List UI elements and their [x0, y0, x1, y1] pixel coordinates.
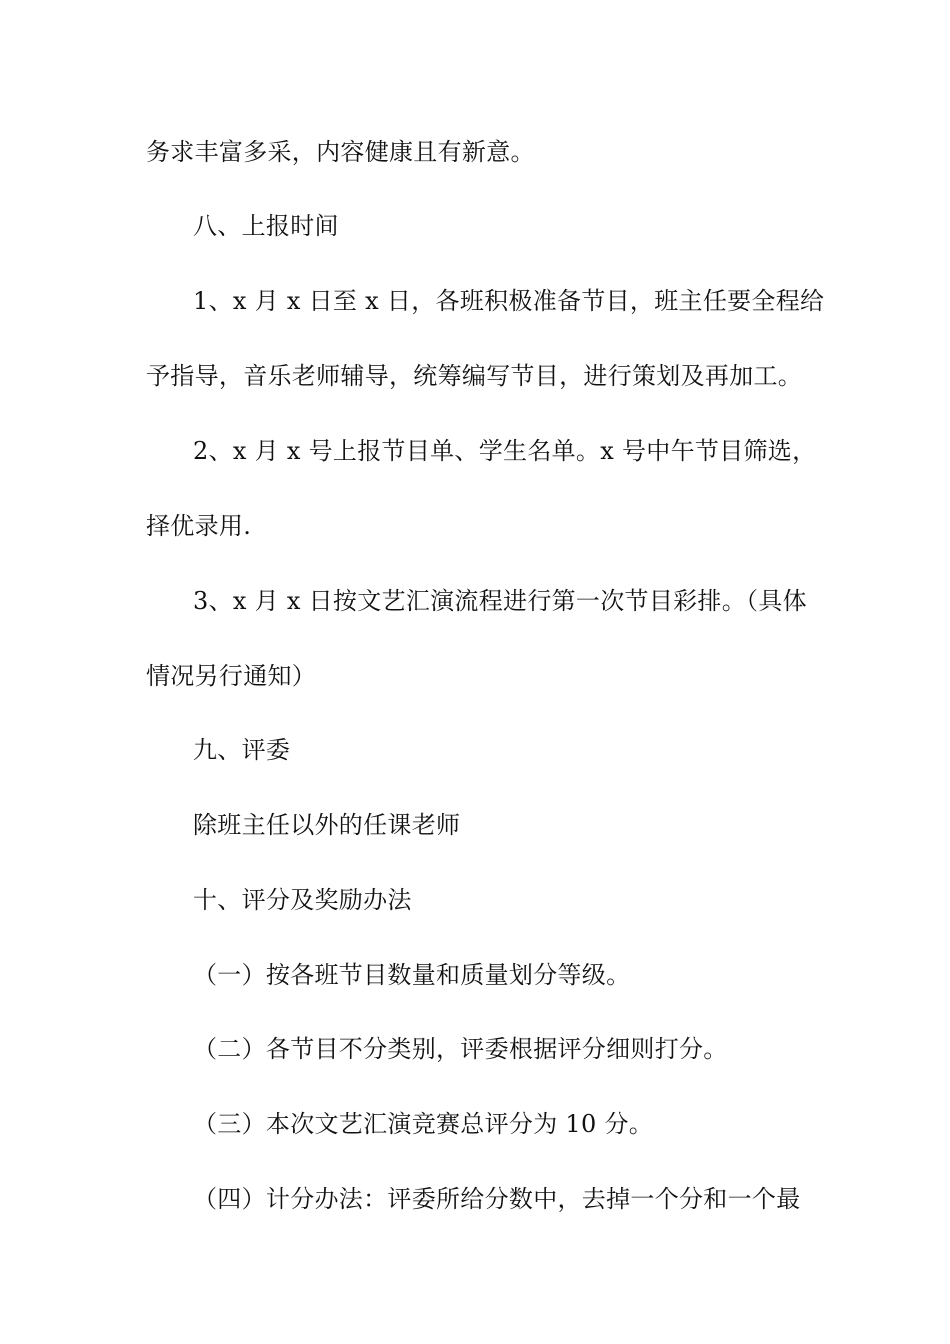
paragraph-line: 2、x 月 x 号上报节目单、学生名单。x 号中午节目筛选， [193, 437, 817, 465]
section-heading-10: 十、评分及奖励办法 [193, 886, 412, 914]
paragraph-line: 1、x 月 x 日至 x 日，各班积极准备节目，班主任要全程给 [193, 287, 825, 315]
paragraph-line: 予指导，音乐老师辅导，统筹编写节目，进行策划及再加工。 [146, 362, 803, 390]
section-heading-9: 九、评委 [193, 736, 291, 764]
list-item: （二）各节目不分类别，评委根据评分细则打分。 [193, 1035, 728, 1063]
paragraph-line: 3、x 月 x 日按文艺汇演流程进行第一次节目彩排。（具体 [193, 587, 807, 615]
list-item: （三）本次文艺汇演竞赛总评分为 10 分。 [193, 1110, 654, 1138]
paragraph-line: 择优录用. [146, 512, 252, 540]
paragraph-line: 情况另行通知） [146, 662, 317, 690]
section-heading-8: 八、上报时间 [193, 212, 339, 240]
paragraph-line: 务求丰富多采，内容健康且有新意。 [146, 138, 535, 166]
list-item: （四）计分办法：评委所给分数中，去掉一个分和一个最 [193, 1185, 801, 1213]
paragraph-line: 除班主任以外的任课老师 [193, 811, 461, 839]
list-item: （一）按各班节目数量和质量划分等级。 [193, 961, 631, 989]
